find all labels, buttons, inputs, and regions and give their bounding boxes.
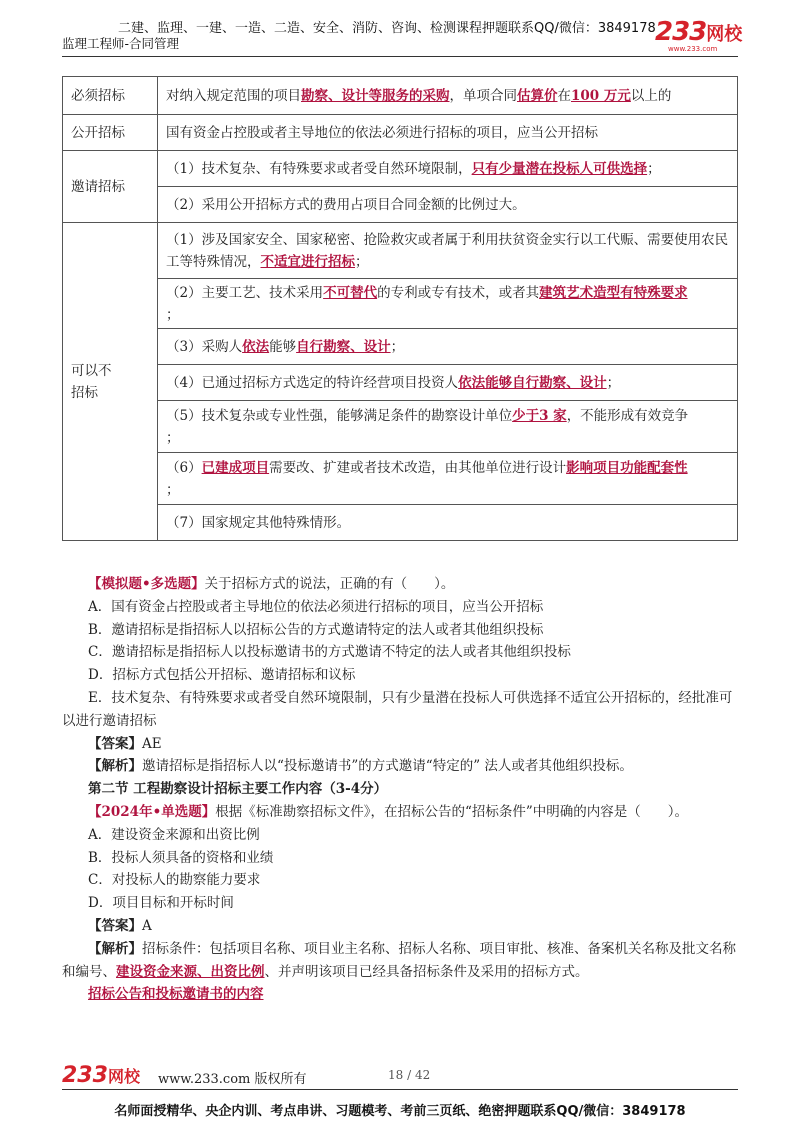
- section-title: 第二节 工程勘察设计招标主要工作内容（3-4分）: [88, 781, 388, 798]
- table-row: [63, 77, 738, 115]
- table-row: [63, 365, 738, 401]
- q1-option-b: B．邀请招标是指招标人以招标公告的方式邀请特定的法人或者其他组织投标: [88, 621, 544, 638]
- invite-item-2: （2）采用公开招标方式的费用占项目合同金额的比例过大。: [158, 187, 738, 223]
- header-subtitle: 监理工程师-合同管理: [62, 36, 180, 51]
- exempt-item-6: （6）已建成项目需要改、扩建或者技术改造，由其他单位进行设计影响项目功能配套性 ；: [158, 453, 738, 505]
- exempt-item-7: （7）国家规定其他特殊情形。: [158, 505, 738, 541]
- table-row: [63, 401, 738, 453]
- exempt-item-1: （1）涉及国家安全、国家秘密、抢险救灾或者属于利用扶贫资金实行以工代赈、需要使用农民工等特殊情况，不适宜进行招标；: [158, 223, 738, 279]
- table-row: [63, 279, 738, 329]
- q1-option-c: C．邀请招标是指招标人以投标邀请书的方式邀请不特定的法人或者其他组织投标: [88, 644, 571, 661]
- header-divider: [62, 56, 738, 57]
- q2-option-b: B．投标人须具备的资格和业绩: [88, 849, 274, 866]
- brand-logo: [655, 17, 742, 47]
- table-row: [63, 505, 738, 541]
- table-row: [63, 115, 738, 151]
- table-row: [63, 187, 738, 223]
- q2-option-d: D．项目目标和开标时间: [88, 895, 234, 912]
- row-label-may-not: 可以不 招标: [63, 223, 158, 541]
- q2-stem: 【2024年•单选题】根据《标准勘察招标文件》，在招标公告的“招标条件”中明确的内容是（ ）。: [88, 803, 689, 820]
- table-row: [63, 329, 738, 365]
- q2-option-c: C．对投标人的勘察能力要求: [88, 872, 261, 889]
- logo-suffix: 网校: [706, 24, 743, 45]
- q1-answer: 【答案】AE: [88, 735, 162, 752]
- exempt-item-3: （3）采购人依法能够自行勘察、设计；: [158, 329, 738, 365]
- header-contact-line: 二建、监理、一建、一造、二造、安全、消防、咨询、检测课程押题联系QQ/微信：3849178: [118, 21, 656, 36]
- table-row: [63, 453, 738, 505]
- closing-heading: 招标公告和投标邀请书的内容: [88, 986, 264, 1003]
- bidding-method-table: [62, 76, 738, 541]
- footer-logo: 233网校: [62, 1063, 140, 1088]
- footer-contact-line: 名师面授精华、央企内训、考点串讲、习题模考、考前三页纸、绝密押题联系QQ/微信：3849178: [114, 1104, 686, 1119]
- row-label-open: 公开招标: [63, 115, 158, 151]
- row-content-must: 对纳入规定范围的项目勘察、设计等服务的采购，单项合同估算价在100 万元以上的: [158, 77, 738, 115]
- exempt-item-4: （4）已通过招标方式选定的特许经营项目投资人依法能够自行勘察、设计；: [158, 365, 738, 401]
- invite-item-1: （1）技术复杂、有特殊要求或者受自然环境限制，只有少量潜在投标人可供选择；: [158, 151, 738, 187]
- footer-site: www.233.com 版权所有: [158, 1072, 307, 1087]
- q1-option-d: D．招标方式包括公开招标、邀请招标和议标: [88, 667, 356, 684]
- q1-option-a: A．国有资金占控股或者主导地位的依法必须进行招标的项目，应当公开招标: [88, 598, 544, 615]
- q1-stem: 【模拟题•多选题】关于招标方式的说法，正确的有（ ）。: [88, 576, 455, 592]
- table-row: [63, 223, 738, 279]
- exempt-item-5: （5）技术复杂或专业性强，能够满足条件的勘察设计单位少于3 家，不能形成有效竞争 ；: [158, 401, 738, 453]
- q2-option-a: A．建设资金来源和出资比例: [88, 826, 260, 843]
- q2-answer: 【答案】A: [88, 917, 152, 934]
- page-number: 18 / 42: [388, 1068, 431, 1082]
- question-1: [62, 573, 740, 1006]
- row-content-open: 国有资金占控股或者主导地位的依法必须进行招标的项目，应当公开招标: [158, 115, 738, 151]
- row-label-invite: 邀请招标: [63, 151, 158, 223]
- logo-number: 233: [655, 17, 707, 47]
- footer-divider: [62, 1089, 738, 1090]
- exempt-item-2: （2）主要工艺、技术采用不可替代的专利或专有技术，或者其建筑艺术造型有特殊要求 ；: [158, 279, 738, 329]
- logo-url: www.233.com: [668, 45, 718, 53]
- q2-analysis: 【解析】招标条件：包括项目名称、项目业主名称、招标人名称、项目审批、核准、备案机关名称及批文名称和编号、建设资金来源、出资比例、并声明该项目已经具备招标条件及采用的招标方式。: [62, 940, 736, 980]
- q1-analysis: 【解析】邀请招标是指招标人以“投标邀请书”的方式邀请“特定的” 法人或者其他组织投标。: [88, 758, 633, 775]
- q1-option-e: E．技术复杂、有特殊要求或者受自然环境限制，只有少量潜在投标人可供选择不适宜公开招标的，经批准可以进行邀请招标: [62, 689, 733, 729]
- table-row: [63, 151, 738, 187]
- row-label-must: 必须招标: [63, 77, 158, 115]
